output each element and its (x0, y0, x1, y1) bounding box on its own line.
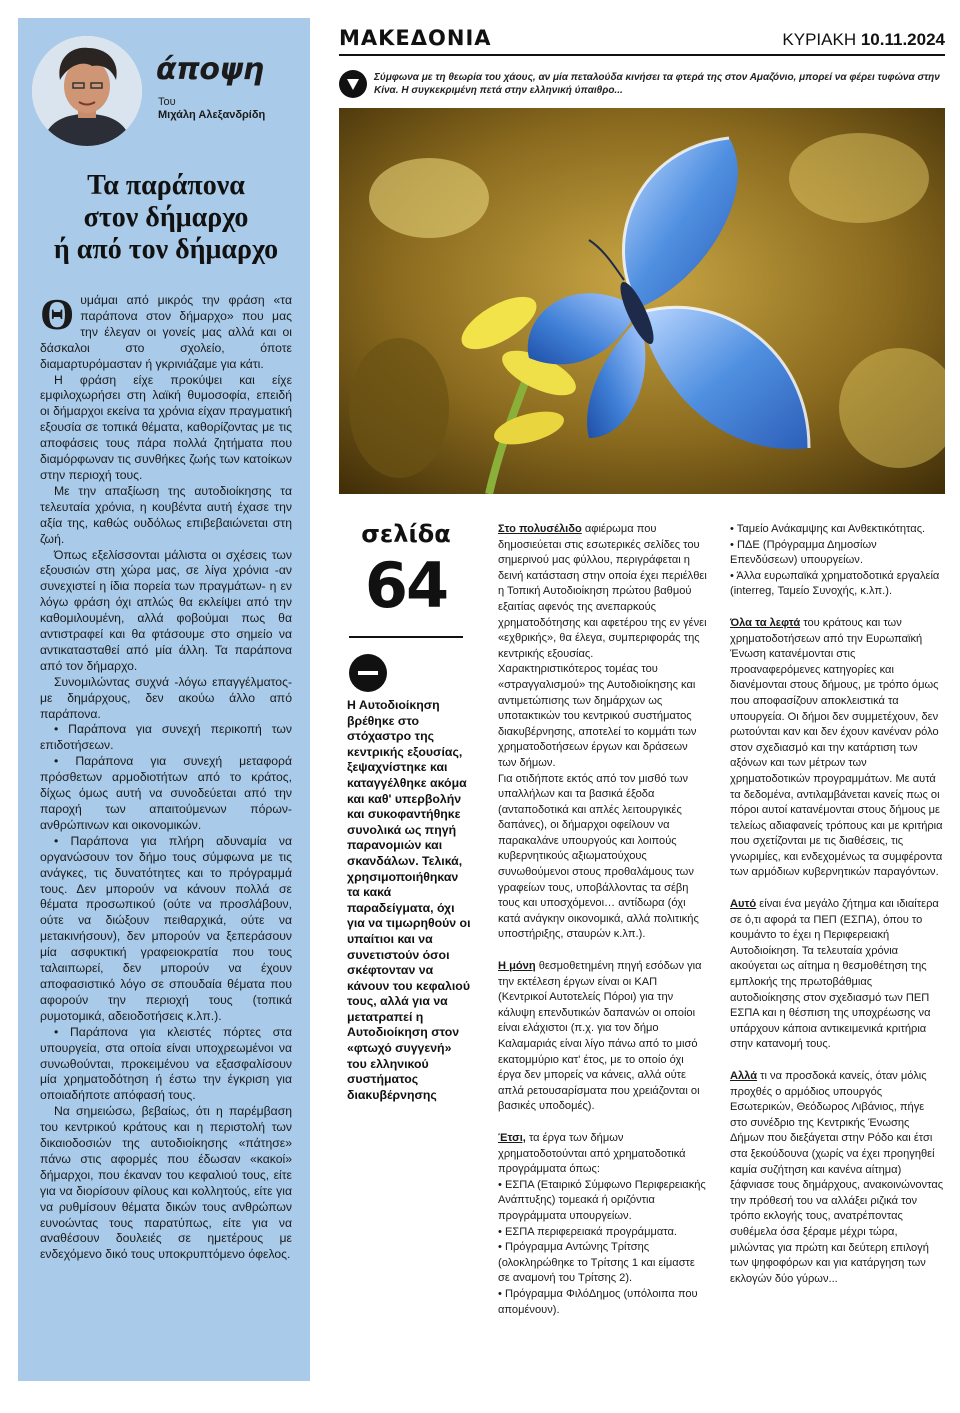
page-reference (349, 520, 463, 636)
column-paragraph: • Παράπονα για συνεχή μεταφορά πρόσθετων αρμοδιοτήτων από το κράτος, δίχως όμως αυτή να συνοδεύεται από την παροχή των απαιτούμενων πόρων-ανθρώπινων και οικονομικών. (40, 754, 292, 832)
author-avatar (32, 36, 142, 146)
article-lead: Αλλά (730, 1070, 758, 1082)
page-reference-word: σελίδα (361, 520, 451, 548)
butterfly-photo (339, 108, 945, 494)
article-paragraph-text: αφιέρωμα που δημοσιεύεται στις εσωτερικές σελίδες του σημερινού μας φύλλου, περιγράφεται η δεινή κατάσταση στην οποία έχει περιέλθει η Τοπική Αυτοδιοίκηση πρώτου βαθμού εξαιτίας αφενός της ανεπαρκούς χρηματοδότησης και αφετέρου της εν γένει «εχθρικής», θα έλεγα, συμπεριφοράς της κεντρικής εξουσίας. (498, 523, 707, 660)
minus-circle-icon (349, 654, 387, 692)
list-item: • ΕΣΠΑ (Εταιρικό Σύμφωνο Περιφερειακής Ανάπτυξης) τομεακά ή οριζόντια προγράμματα υπουργείων. (498, 1178, 706, 1222)
article-paragraph (498, 1131, 708, 1178)
article-lead: Έτσι, (498, 1131, 526, 1144)
funding-list-continued (730, 522, 944, 600)
article-paragraph (498, 959, 708, 1115)
opinion-column (18, 18, 310, 1381)
list-item: • Ταμείο Ανάκαμψης και Ανθεκτικότητας. (730, 523, 926, 535)
sidebar-pullquote: Η Αυτοδιοίκηση βρέθηκε στο στόχαστρο της κεντρικής εξουσίας, ξεψαχνίστηκε και καταγγέλθηκε ακόμα και καθ' υπερβολήν και συκοφαντήθηκε συνολικά ως πηγή παρανομιών και σκανδάλων. Τελικά, χρησιμοποιήθηκαν τα κακά παραδείγματα, όχι για να τιμωρηθούν οι υπαίτιοι και να συνετιστούν όσοι σκέφτονταν να κάνουν του κεφαλιού τους, αλλά για να μετατραπεί η Αυτοδιοίκηση στον «φτωχό συγγενή» του ελληνικού συστήματος διακυβέρνησης (347, 698, 471, 1102)
column-paragraph: Με την απαξίωση της αυτοδιοίκησης τα τελευταία χρόνια, η κουβέντα αυτή έχασε την αξία της, καθώς ουδόλως επιβεβαιώνεται στη ζωή. (40, 483, 292, 546)
article-paragraph (730, 897, 944, 1053)
article-paragraph (498, 522, 708, 662)
page-reference-number: 64 (364, 549, 448, 622)
caption-triangle-icon (339, 70, 367, 98)
column-body (40, 290, 292, 1263)
photo-caption: Σύμφωνα με τη θεωρία του χάους, αν μία πεταλούδα κινήσει τα φτερά της στον Αμαζόνιο, μπορεί να φέρει τυφώνα στην Κίνα. Η συγκεκριμένη πετά στην ελληνική ύπαιθρο... (374, 72, 940, 96)
article-paragraph-text: θεσμοθετημένη πηγή εσόδων για την εκτέλεση έργων είναι οι ΚΑΠ (Κεντρικοί Αυτοτελείς Πόροι) για την κάλυψη επενδυτικών δαπανών οι οποίοι είναι ελάχιστοι (π.χ. για τον δήμο Καλαμαριάς είναι λίγο πάνω από το μισό εκατομμύριο κατ' έτος, με το οποίο όχι έργα δεν μπορείς να κάνεις, αλλά ούτε απλά ρετουσαρίσματα που χρειάζονται οι βασικές υποδομές). (498, 960, 702, 1113)
column-paragraph-text: υμάμαι από μικρός την φράση «τα παράπονα στον δήμαρχο» που μας την έλεγαν οι γονείς μας αλλά και οι δάσκαλοι στο σχολείο, όποτε διαμαρτυρόμασταν ή γκρινιάζαμε για κάτι. (40, 293, 292, 371)
funding-list (498, 1178, 708, 1318)
masthead-name: ΜΑΚΕΔΟΝΙΑ (339, 26, 492, 50)
list-item: • Πρόγραμμα ΦιλόΔημος (υπόλοιπα που απομένουν). (498, 1287, 698, 1316)
article-column-2 (730, 522, 944, 1303)
article-lead: Στο πολυσέλιδο (498, 523, 582, 535)
article-paragraph-text: του κράτους και των χρηματοδοτήσεων από την Ευρωπαϊκή Ένωση κατανέμονται στις προαναφερόμενες κατηγορίες και διανέμονται στους δήμους, με τρόπο όμως που αποφασίζουν αποκλειστικά τα υπουργεία. Οι δήμοι δεν συμμετέχουν, δεν ρωτούνται καν και δεν έχουν κανέναν ρόλο στον σχεδιασμό και την κατάρτιση των αξόνων και των μέτρων των χρηματοδοτικών προγραμμάτων. Με αυτά τα δεδομένα, αντιλαμβάνεται κανείς πως οι πόροι αυτοί κατανέμονται στους δήμους με τελείως αδιαφανείς τρόπους και με κριτήρια που σχετίζονται με τις διαθέσεις, τις γνωριμίες, και ενδεχομένως τα συμφέροντα των αρμόδιων κυβερνητικών παραγόντων. (730, 616, 943, 879)
column-title-line: στον δήμαρχο (83, 202, 249, 233)
article-column-1 (498, 522, 708, 1334)
column-paragraph: • Παράπονα για κλειστές πόρτες στα υπουργεία, στα οποία είναι υποχρεωμένοι να συνωθούνται, προκειμένου να εξασφαλίσουν μία χρηματοδότηση ή έστω την έγκριση για οποιαδήποτε απόφασή τους. (40, 1024, 292, 1103)
by-line: Του (158, 96, 176, 108)
drop-cap: Θ (40, 290, 75, 339)
column-paragraph (40, 290, 292, 373)
masthead-date-value: 10.11.2024 (860, 30, 945, 49)
article-lead: Αυτό (730, 898, 757, 911)
column-paragraph: • Παράπονα για πλήρη αδυναμία να οργανώσουν τον δήμο τους σύμφωνα με τις ανάγκες, τις δυνατότητες και το πρόγραμμά τους. Δεν μπορούν να κάνουν πολλά σε θέματα προσωπικού (ούτε να προσλάβουν, ούτε να διώξουν πειθαρχικά, ούτε να μετακινήσουν), δεν μπορούν να ξεπεράσουν μία ασφυκτική γραφειοκρατία που τους ταλαιπωρεί, δεν μπορούν να έχουν αποφασιστικό λόγο σε σπουδαία θέματα που αφορούν την περιοχή τους (τοπικά ρυμοτομικά, αδειοδοτήσεις κ.λπ.). (40, 833, 292, 1023)
masthead-date (700, 30, 945, 50)
column-paragraph: Συνομιλώντας συχνά -λόγω επαγγέλματος- με δημάρχους, δεν ακούω άλλο από παράπονα. (40, 674, 292, 721)
list-item: • Πρόγραμμα Αντώνης Τρίτσης (ολοκληρώθηκε το Τρίτσης 1 και είμαστε σε αναμονή του Τρίτσης 2). (498, 1241, 695, 1285)
article-paragraph: Για οτιδήποτε εκτός από τον μισθό των υπαλλήλων και τα βασικά έξοδα (ανταποδοτικά και απλές λειτουργικές δαπάνες), οι δήμαρχοι οφείλουν να παρακαλάνε υπουργούς και λοιπούς κυβερνητικούς αξιωματούχους συνωθούμενοι στους προθαλάμους των γραφείων τους, υποβάλλοντας τα σέβη τους και υποσχόμενοι… αντίδωρα (όχι κατά ανάγκην οικονομικά, αλλά πολιτικής υποστήριξης, σταυρών κ.λπ.). (498, 772, 699, 941)
column-paragraph: Όπως εξελίσσονται μάλιστα οι σχέσεις των εξουσιών στη χώρα μας, σε λίγα χρόνια -αν συνεχιστεί η ίδια πορεία των πραγμάτων- η εν λόγω φράση όχι απλώς θα εκλείψει από την καθομιλουμένη, αλλά φοβούμαι πως θα αντιστραφεί και θα φτάσουμε στο σημείο να αντικατασταθεί από μία άλλη. Τα παράπονα από τον δήμαρχο. (40, 547, 292, 673)
butterfly-icon (339, 108, 945, 494)
column-paragraph: Να σημειώσω, βεβαίως, ότι η παρέμβαση του κεντρικού κράτους και η περιστολή των δικαιοδοσιών της αυτοδιοίκησης «πάτησε» πάνω στις αφορμές που έδωσαν «κακοί» δήμαρχοι, που έκαναν του κεφαλιού τους, είτε για να διορίσουν φίλους και κολλητούς, είτε για να ρυθμίσουν θέματα δικών τους ανθρώπων ευνοώντας τους παρατύπως, είτε για να αναθέσουν δουλειές σε ημετέρους με ενδεχόμενο δικό τους υποκρυπτόμενο όφελος. (40, 1104, 292, 1262)
article-paragraph-text: τι να προσδοκά κανείς, όταν μόλις προχθές ο αρμόδιος υπουργός Εσωτερικών, Θεόδωρος Λιβάνιος, πήγε στο συνέδριο της Κεντρικής Ένωσης Δήμων που διεξάγεται στην Ρόδο και έτσι στα ξεκούδουνα (χωρίς να έχει προηγηθεί καμία συζήτηση και κανένα αίτημα) ξάφνιασε τους δημάρχους, ανακοινώνοντας την πρόθεσή του να αλλάξει ριζικά τον τρόπο εκλογής τους, ανατρέποντας συθέμελα όσα ξέραμε μέχρι τώρα, μιλώντας για πρώτη και δεύτερη επιλογή των ψηφοφόρων και για κατάργηση των εκλογών δύο γύρων... (730, 1070, 944, 1285)
author-name: Μιχάλη Αλεξανδρίδη (158, 109, 266, 121)
masthead-rule (339, 54, 945, 56)
article-paragraph: Χαρακτηριστικότερος τομέας του «στραγγαλισμού» της Αυτοδιοίκησης και αντιμετώπισης των δημάρχων ως υποτακτικών του κεντρικού συστήματος διακυβέρνησης, αποτελεί το κομμάτι των χρηματοδοτήσεων έργων και δράσεων των δήμων. (498, 663, 697, 769)
article-paragraph (730, 1069, 944, 1287)
author-portrait-icon (32, 36, 142, 146)
article-lead: Η μόνη (498, 960, 536, 973)
article-paragraph (730, 616, 944, 881)
column-paragraph: • Παράπονα για συνεχή περικοπή των επιδοτήσεων. (40, 722, 292, 753)
article-paragraph-text: τα έργα των δήμων χρηματοδοτούνται από χρηματοδοτικά προγράμματα όπως: (498, 1131, 686, 1176)
list-item: • ΠΔΕ (Πρόγραμμα Δημοσίων Επενδύσεων) υπουργείων. (730, 538, 877, 567)
column-title-line: Τα παράπονα (87, 170, 245, 201)
list-item: • Άλλα ευρωπαϊκά χρηματοδοτικά εργαλεία (interreg, Ταμείο Συνοχής, κ.λπ.). (730, 569, 940, 598)
list-item: • ΕΣΠΑ περιφερειακά προγράμματα. (498, 1225, 677, 1238)
article-paragraph-text: είναι ένα μεγάλο ζήτημα και ιδιαίτερα σε ό,τι αφορά τα ΠΕΠ (ΕΣΠΑ), όπου το κουμάντο το έχει η Περιφερειακή Αυτοδιοίκηση. Τα τελευταία χρόνια ακούγεται ως αίτημα η θεσμοθέτηση της εμπλοκής της πρωτοβάθμιας αυτοδιοίκησης στον σχεδιασμό των ΠΕΠ ΕΣΠΑ και η θέσπιση της υποχρέωσης να υπάρχουν κάποια αντικειμενικά κριτήρια στην κατανομή τους. (730, 898, 939, 1051)
section-label: άποψη (156, 52, 264, 87)
article-lead: Όλα τα λεφτά (730, 616, 801, 629)
column-title (36, 170, 296, 266)
column-paragraph: Η φράση είχε προκύψει και είχε εμφιλοχωρήσει στη λαϊκή θυμοσοφία, επειδή οι δήμαρχοι εκείνα τα χρόνια είχαν πραγματική εξουσία σε τοπικά θέματα, καθορίζοντας με τις αποφάσεις τους πάρα πολλά ζητήματα που διαμόρφωναν τις συνθήκες ζωής των κατοίκων στην περιοχή τους. (40, 372, 292, 482)
column-title-line: ή από τον δήμαρχο (53, 234, 279, 265)
masthead-day: ΚΥΡΙΑΚΗ (782, 30, 857, 49)
sidebar-rule (349, 636, 463, 638)
